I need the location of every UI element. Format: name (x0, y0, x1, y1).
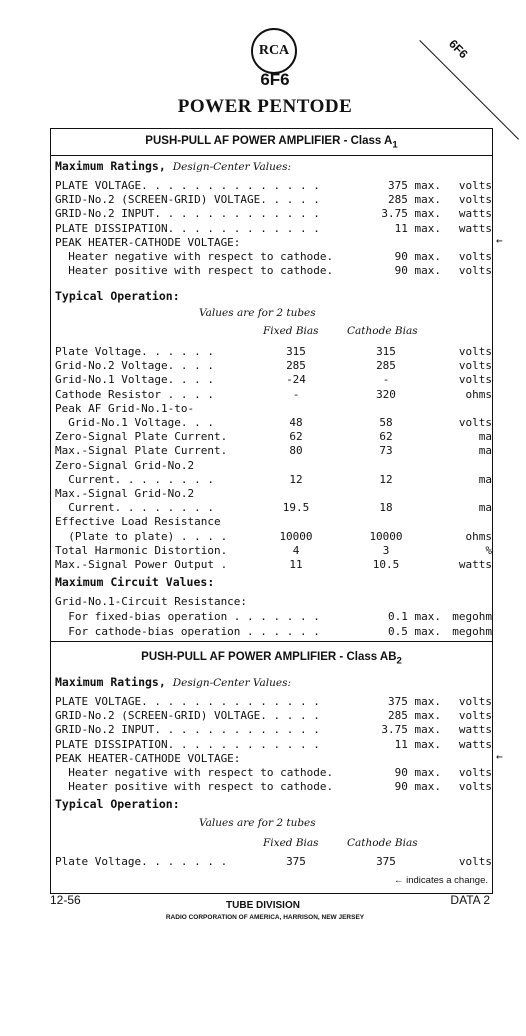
typical-row (55, 402, 492, 416)
fixed-bias-value: 12 (289, 472, 303, 486)
typical-row (55, 558, 492, 572)
fixed-bias-value: -24 (286, 373, 306, 387)
typical-unit: ma (478, 501, 492, 515)
typical-row (55, 430, 492, 444)
typical-label: Total Harmonic Distortion. (55, 543, 228, 557)
typical-row (55, 501, 492, 515)
fixed-bias-value: 80 (289, 444, 303, 458)
fixed-bias-value: 48 (289, 416, 303, 429)
divider (51, 641, 492, 642)
rating-value: 3.75 max. (381, 207, 441, 221)
typical-row (55, 459, 492, 473)
rating-row (55, 780, 492, 794)
rating-label: PEAK HEATER-CATHODE VOLTAGE: (55, 235, 241, 249)
cathode-bias-value: 375 (376, 855, 396, 868)
cathode-bias-value: 18 (379, 501, 393, 515)
rating-value: 90 max. (394, 780, 441, 794)
rating-label: GRID-No.2 INPUT. . . . . . . . . . . . . (55, 207, 320, 221)
typical-label: Plate Voltage. . . . . . . (55, 855, 228, 868)
rating-value: 3.75 max. (381, 723, 441, 737)
rating-unit: volts (458, 766, 492, 779)
footer-date: 12-56 (50, 893, 81, 907)
footer-sheet: DATA 2 (450, 893, 490, 907)
rating-label: GRID-No.2 INPUT. . . . . . . . . . . . . (55, 723, 320, 737)
rating-unit: watts (458, 723, 492, 737)
rating-label: Heater positive with respect to cathode. (55, 780, 334, 794)
cathode-bias-value: 315 (376, 345, 396, 358)
rating-label: Heater negative with respect to cathode. (55, 766, 334, 779)
rating-unit: volts (458, 709, 492, 723)
typical-row (55, 544, 492, 558)
arrow-left-icon: ← (393, 875, 404, 886)
rating-value: 90 max. (394, 250, 441, 263)
rating-value: 285 max. (388, 709, 441, 723)
typical-unit: % (485, 543, 492, 557)
rating-value: 375 max. (388, 695, 441, 708)
rating-row (55, 766, 492, 780)
rating-row (55, 222, 492, 236)
rating-unit: megohm (452, 610, 492, 623)
typical-label: Max.-Signal Plate Current. (55, 444, 228, 458)
rca-logo: RCA (251, 28, 297, 74)
rating-label: PLATE DISSIPATION. . . . . . . . . . . . (55, 737, 320, 751)
rating-value: 90 max. (394, 264, 441, 278)
fixed-bias-value: 4 (292, 543, 300, 557)
typical-row (55, 345, 492, 359)
typical-unit: ma (478, 444, 492, 458)
typical-row (55, 515, 492, 529)
fixed-bias-value: - (292, 387, 300, 401)
rating-label: Heater negative with respect to cathode. (55, 250, 334, 263)
rating-row (55, 193, 492, 207)
section2-typical-heading: Typical Operation: (55, 797, 180, 811)
fixed-bias-value: 375 (286, 855, 306, 868)
cathode-bias-value: 285 (376, 359, 396, 373)
typical-label: Cathode Resistor . . . . (55, 387, 214, 401)
typical-label: Effective Load Resistance (55, 515, 221, 529)
typical-label: Peak AF Grid-No.1-to- (55, 401, 195, 415)
fixed-bias-value: 62 (289, 430, 303, 444)
fixed-bias-value: 11 (289, 558, 303, 571)
rating-row (55, 625, 492, 639)
corner-diagonal-line (419, 40, 519, 140)
section2-col-fixed-bias: Fixed Bias (263, 837, 319, 849)
section1-tubes-note: Values are for 2 tubes (199, 307, 316, 319)
typical-label: Max.-Signal Power Output . (55, 558, 228, 571)
data-box (50, 128, 493, 894)
fixed-bias-value: 10000 (279, 529, 313, 543)
rating-unit: watts (458, 737, 492, 751)
rating-value: 375 max. (388, 179, 441, 192)
divider (51, 155, 492, 156)
rating-row (55, 695, 492, 709)
cathode-bias-value: - (382, 373, 390, 387)
typical-row (55, 359, 492, 373)
rating-label: GRID-No.2 (SCREEN-GRID) VOLTAGE. . . . . (55, 709, 320, 723)
rating-unit: volts (458, 695, 492, 708)
tube-type: 6F6 (260, 70, 290, 89)
section1-max-ratings-heading: Maximum Ratings, Design-Center Values: (55, 159, 292, 173)
rating-label: For fixed-bias operation . . . . . . . (55, 610, 320, 623)
rating-value: 11 max. (394, 737, 441, 751)
fixed-bias-value: 315 (286, 345, 306, 358)
rating-row (55, 610, 492, 624)
rating-row (55, 709, 492, 723)
rating-row (55, 595, 492, 609)
typical-unit: volts (458, 345, 492, 358)
typical-row (55, 855, 492, 869)
rating-label: Grid-No.1-Circuit Resistance: (55, 595, 248, 608)
section2-max-ratings-heading: Maximum Ratings, Design-Center Values: (55, 675, 292, 689)
rating-row (55, 250, 492, 264)
cathode-bias-value: 320 (376, 387, 396, 401)
typical-label: Plate Voltage. . . . . . (55, 345, 214, 358)
rating-unit: volts (458, 250, 492, 263)
typical-unit: volts (458, 416, 492, 429)
section1-circuit-heading: Maximum Circuit Values: (55, 575, 215, 589)
typical-unit: ma (478, 472, 492, 486)
section1-col-fixed-bias: Fixed Bias (263, 325, 319, 337)
typical-label: (Plate to plate) . . . . (55, 529, 228, 543)
rating-label: GRID-No.2 (SCREEN-GRID) VOLTAGE. . . . . (55, 193, 320, 207)
rating-label: PLATE VOLTAGE. . . . . . . . . . . . . . (55, 179, 320, 192)
cathode-bias-value: 58 (379, 416, 393, 429)
rating-unit: megohm (452, 625, 492, 638)
change-marker-icon: ← (496, 234, 503, 247)
rating-label: PLATE DISSIPATION. . . . . . . . . . . . (55, 221, 320, 235)
typical-row (55, 388, 492, 402)
rating-value: 285 max. (388, 193, 441, 207)
section1-col-cathode-bias: Cathode Bias (347, 325, 418, 337)
section1-title: PUSH-PULL AF POWER AMPLIFIER - Class $A_1$ (145, 135, 398, 151)
typical-unit: ohms (465, 387, 492, 401)
rating-unit: volts (458, 264, 492, 278)
cathode-bias-value: 10.5 (372, 558, 400, 571)
rating-label: Heater positive with respect to cathode. (55, 264, 334, 278)
rating-row (55, 738, 492, 752)
typical-label: Zero-Signal Plate Current. (55, 430, 228, 444)
rating-label: For cathode-bias operation . . . . . . (55, 625, 320, 638)
rating-row (55, 752, 492, 766)
typical-label: Current. . . . . . . . (55, 501, 214, 515)
typical-unit: volts (458, 373, 492, 387)
rating-value: 0.1 max. (388, 610, 441, 623)
typical-unit: watts (458, 558, 492, 571)
rating-row (55, 236, 492, 250)
rating-unit: watts (458, 207, 492, 221)
section2-tubes-note: Values are for 2 tubes (199, 817, 316, 829)
typical-row (55, 487, 492, 501)
rating-unit: volts (458, 193, 492, 207)
page-title: POWER PENTODE (177, 96, 353, 117)
typical-unit: ma (478, 430, 492, 444)
section1-typical-heading: Typical Operation: (55, 289, 180, 303)
section2-col-cathode-bias: Cathode Bias (347, 837, 418, 849)
typical-unit: volts (458, 359, 492, 373)
rating-row (55, 723, 492, 737)
typical-unit: ohms (465, 529, 492, 543)
rating-value: 0.5 max. (388, 625, 441, 638)
rating-unit: watts (458, 221, 492, 235)
rating-row (55, 207, 492, 221)
typical-row (55, 473, 492, 487)
cathode-bias-value: 73 (379, 444, 393, 458)
cathode-bias-value: 3 (382, 543, 390, 557)
typical-label: Current. . . . . . . . (55, 472, 214, 486)
typical-label: Grid-No.1 Voltage. . . (55, 416, 214, 429)
rating-label: PEAK HEATER-CATHODE VOLTAGE: (55, 751, 241, 765)
typical-row (55, 444, 492, 458)
rating-unit: volts (458, 179, 492, 192)
rating-value: 11 max. (394, 221, 441, 235)
fixed-bias-value: 19.5 (282, 501, 310, 515)
rating-row (55, 179, 492, 193)
typical-row (55, 530, 492, 544)
cathode-bias-value: 62 (379, 430, 393, 444)
corner-tube-type: 6F6 (446, 36, 471, 62)
cathode-bias-value: 12 (379, 472, 393, 486)
rating-unit: volts (458, 780, 492, 794)
section2-title: PUSH-PULL AF POWER AMPLIFIER - Class $AB_2$ (141, 651, 402, 667)
typical-label: Zero-Signal Grid-No.2 (55, 458, 195, 472)
rating-label: PLATE VOLTAGE. . . . . . . . . . . . . . (55, 695, 320, 708)
footer-division: TUBE DIVISION (226, 900, 300, 911)
change-note: ← indicates a change. (393, 875, 488, 886)
typical-label: Grid-No.2 Voltage. . . . (55, 359, 214, 373)
typical-unit: volts (458, 855, 492, 868)
typical-label: Max.-Signal Grid-No.2 (55, 487, 195, 500)
typical-label: Grid-No.1 Voltage. . . . (55, 373, 214, 387)
footer-company: RADIO CORPORATION OF AMERICA, HARRISON, NEW JERSEY (165, 914, 365, 921)
rating-row (55, 264, 492, 278)
fixed-bias-value: 285 (286, 359, 306, 373)
typical-row (55, 416, 492, 430)
cathode-bias-value: 10000 (369, 529, 403, 543)
change-marker-icon: ← (496, 750, 503, 763)
typical-row (55, 373, 492, 387)
rating-value: 90 max. (394, 766, 441, 779)
